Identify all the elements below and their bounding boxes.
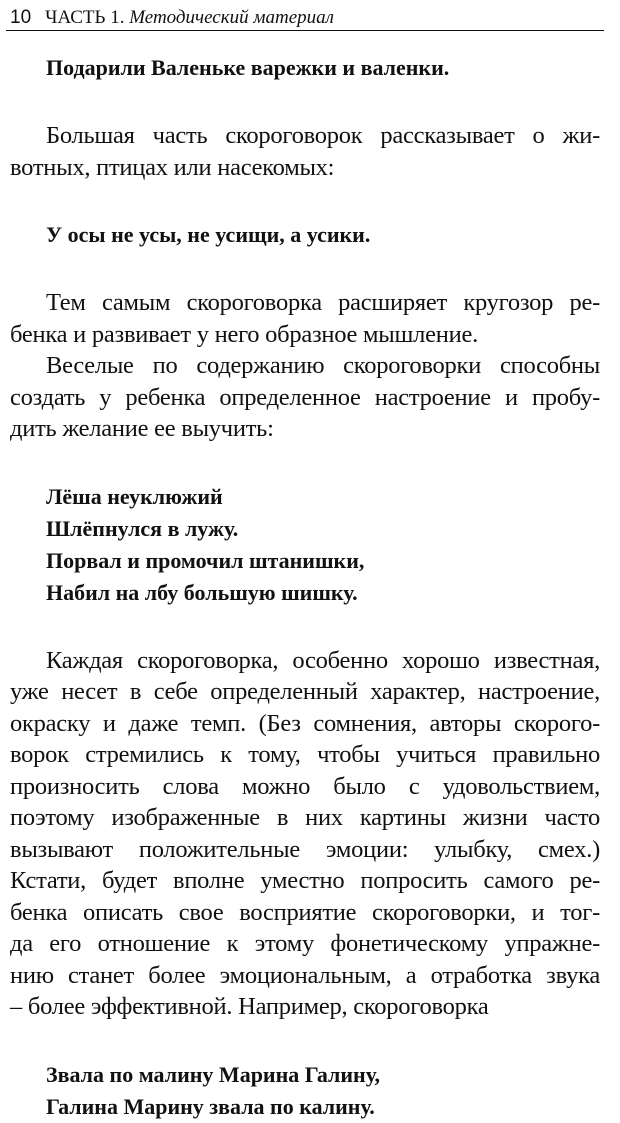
paragraph-4 [10, 645, 600, 1023]
text-line: – более эффективной. Например, скороговорка [10, 993, 489, 1020]
example-line: Подарили Валеньке варежки и валенки. [46, 55, 450, 80]
tongue-twister-example-3 [10, 481, 600, 609]
paragraph-3 [10, 350, 600, 445]
text-line: окраску и даже темп. (Без сомнения, авторы скорого- [10, 709, 600, 737]
text-line: Большая часть скороговорок рассказывает о жи- [46, 122, 600, 149]
text-line: создать у ребенка определенное настроение и пробу- [10, 383, 600, 411]
tongue-twister-example-1 [10, 52, 600, 84]
paragraph-1 [10, 120, 600, 183]
text-line: поэтому изображенные в них картины жизни часто [10, 804, 600, 831]
example-line: У осы не усы, не усищи, а усики. [46, 222, 371, 247]
example-line: Набил на лбу большую шишку. [46, 579, 358, 605]
tongue-twister-example-2 [10, 219, 600, 251]
text-line: бенка описать свое восприятие скороговорки, и тог- [10, 898, 600, 926]
text-line: Веселые по содержанию скороговорки способны [46, 352, 600, 379]
text-line: вызывают положительные эмоции: улыбку, смех.) [10, 835, 600, 863]
text-line: произносить слова можно было с удовольствием, [10, 772, 600, 800]
text-line: уже несет в себе определенный характер, настроение, [10, 678, 600, 705]
example-line: Шлёпнулся в лужу. [46, 515, 239, 541]
text-line: вотных, птицах или насекомых: [10, 153, 335, 181]
text-line: Кстати, будет вполне уместно попросить самого ре- [10, 867, 600, 894]
text-line: ворок стремились к тому, чтобы учиться правильно [10, 741, 600, 768]
example-line: Лёша неуклюжий [46, 483, 223, 509]
tongue-twister-example-4 [10, 1059, 600, 1123]
text-line: Каждая скороговорка, особенно хорошо известная, [46, 646, 600, 674]
part-label: ЧАСТЬ 1. [45, 7, 125, 28]
part-title: Методический материал [129, 7, 334, 28]
page-body [10, 52, 600, 1123]
page-number: 10 [10, 7, 32, 28]
paragraph-2 [10, 287, 600, 350]
example-line: Порвал и промочил штанишки, [46, 547, 365, 573]
text-line: да его отношение к этому фонетическому упражне- [10, 930, 600, 957]
text-line: бенка и развивает у него образное мышление. [10, 320, 478, 348]
text-line: дить желание ее выучить: [10, 415, 274, 442]
example-line: Галина Марину звала по калину. [46, 1093, 375, 1119]
text-line: нию станет более эмоциональным, а отработка звука [10, 961, 600, 989]
running-header [6, 6, 604, 31]
example-line: Звала по малину Марина Галину, [46, 1061, 381, 1087]
text-line: Тем самым скороговорка расширяет кругозор ре- [46, 289, 600, 316]
